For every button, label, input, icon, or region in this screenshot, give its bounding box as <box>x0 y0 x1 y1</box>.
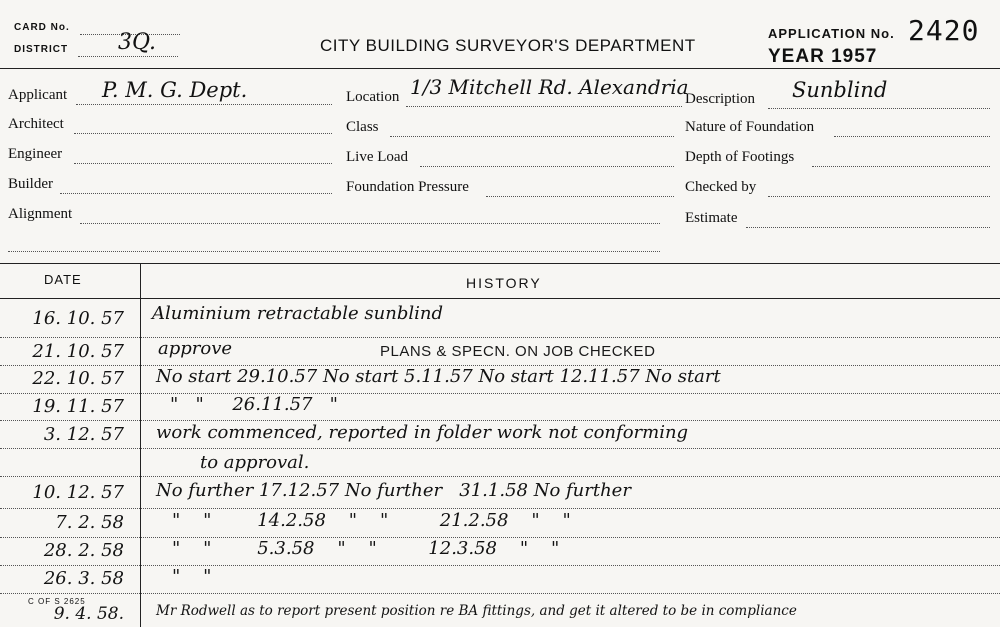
estimate-label: Estimate <box>685 210 738 226</box>
depth-of-footings-line <box>812 166 990 167</box>
table-row-history: " " 26.11.57 " <box>170 394 338 415</box>
table-row-date: 28. 2. 58 <box>43 540 124 561</box>
description-value: Sunblind <box>792 78 888 102</box>
table-row-date: 19. 11. 57 <box>32 396 124 417</box>
page-title: CITY BUILDING SURVEYOR'S DEPARTMENT <box>320 36 696 55</box>
architect-line <box>74 133 332 134</box>
location-label: Location <box>346 89 400 105</box>
depth-of-footings-label: Depth of Footings <box>685 149 795 165</box>
table-row-history: No further 17.12.57 No further 31.1.58 No further <box>156 480 631 501</box>
nature-of-foundation-label: Nature of Foundation <box>685 119 815 135</box>
table-top-rule <box>0 263 1000 264</box>
checked-by-label: Checked by <box>685 179 757 195</box>
alignment-line <box>80 223 660 224</box>
estimate-line <box>746 227 990 228</box>
table-row-history: " " <box>172 566 212 587</box>
table-row-date: 16. 10. 57 <box>32 308 124 329</box>
table-row-date: 9. 4. 58. <box>53 604 124 624</box>
table-row-history: Aluminium retractable sunblind <box>152 303 444 324</box>
row-rule <box>0 337 1000 338</box>
foundation-pressure-line <box>486 196 674 197</box>
table-row-date: 21. 10. 57 <box>32 341 124 362</box>
card-no-label: CARD No. <box>14 22 70 33</box>
table-row-date: 22. 10. 57 <box>32 368 124 389</box>
row-rule <box>0 476 1000 477</box>
district-value: 3Q. <box>118 30 156 55</box>
live-load-line <box>420 166 674 167</box>
table-row-history: approve <box>158 338 233 359</box>
table-row-history: work commenced, reported in folder work not conforming <box>156 422 689 443</box>
row-rule <box>0 448 1000 449</box>
table-header-rule <box>0 298 1000 299</box>
district-line <box>78 56 178 57</box>
row-rule <box>0 593 1000 594</box>
location-value: 1/3 Mitchell Rd. Alexandria <box>410 75 689 99</box>
table-column-divider <box>140 263 141 627</box>
table-row-history: " " 5.3.58 " " 12.3.58 " " <box>172 538 560 559</box>
row-rule <box>0 565 1000 566</box>
class-line <box>390 136 674 137</box>
alignment-label: Alignment <box>8 206 73 222</box>
location-line <box>406 106 682 107</box>
table-row-date: 7. 2. 58 <box>55 512 124 533</box>
live-load-label: Live Load <box>346 149 409 165</box>
table-row-date: 10. 12. 57 <box>32 482 124 503</box>
alignment-line-2 <box>8 251 660 252</box>
checked-by-line <box>768 196 990 197</box>
row-rule <box>0 393 1000 394</box>
row-rule <box>0 420 1000 421</box>
engineer-label: Engineer <box>8 146 63 162</box>
description-line <box>768 108 990 109</box>
table-row-history: to approval. <box>200 452 310 473</box>
table-row-date: 26. 3. 58 <box>43 568 124 589</box>
header-divider <box>0 68 1000 69</box>
date-column-header: DATE <box>44 272 82 287</box>
class-label: Class <box>346 119 379 135</box>
table-row-history: " " 14.2.58 " " 21.2.58 " " <box>172 510 571 531</box>
row-rule <box>0 508 1000 509</box>
district-label: DISTRICT <box>14 44 69 55</box>
form-code: C OF S 2625 <box>28 597 86 606</box>
builder-label: Builder <box>8 176 53 192</box>
architect-label: Architect <box>8 116 64 132</box>
foundation-pressure-label: Foundation Pressure <box>346 179 469 195</box>
builder-line <box>60 193 332 194</box>
applicant-label: Applicant <box>8 87 68 103</box>
application-number: 2420 <box>908 14 980 47</box>
applicant-value: P. M. G. Dept. <box>102 78 248 102</box>
nature-of-foundation-line <box>834 136 990 137</box>
engineer-line <box>74 163 332 164</box>
history-column-header: HISTORY <box>466 275 542 291</box>
year-label: YEAR 1957 <box>768 46 878 67</box>
table-row-history: Mr Rodwell as to report present position re BA fittings, and get it altered to be in compliance <box>156 603 797 619</box>
applicant-line <box>76 104 332 105</box>
table-row-history: No start 29.10.57 No start 5.11.57 No start 12.11.57 No start <box>156 366 721 387</box>
application-label: APPLICATION No. <box>768 26 895 41</box>
table-row-date: 3. 12. 57 <box>43 424 124 445</box>
checked-stamp: PLANS & SPECN. ON JOB CHECKED <box>380 343 656 360</box>
description-label: Description <box>685 91 755 107</box>
